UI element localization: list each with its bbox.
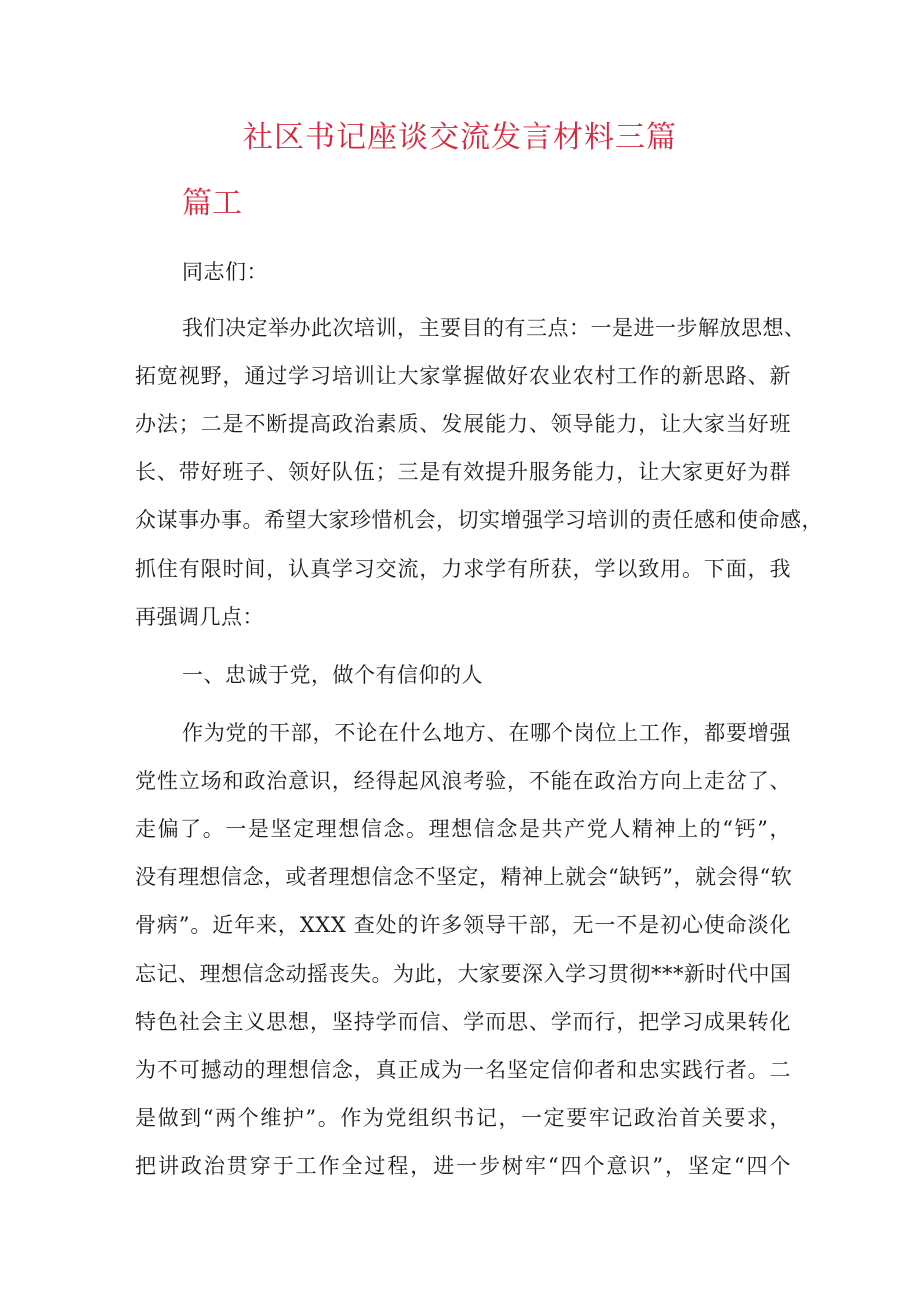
paragraph-line: 党性立场和政治意识，经得起风浪考验，不能在政治方向上走岔了、 <box>135 769 791 793</box>
section-heading: 一、忠诚于党，做个有信仰的人 <box>182 663 483 687</box>
salutation: 同志们： <box>182 260 268 284</box>
paragraph-line: 是做到“两个维护”。作为党组织书记，一定要牢记政治首关要求， <box>135 1106 791 1130</box>
paragraph-line: 抓住有限时间，认真学习交流，力求学有所获，学以致用。下面，我 <box>135 557 791 581</box>
paragraph-line: 把讲政治贯穿于工作全过程，进一步树牢“四个意识”，坚定“四个 <box>135 1154 791 1178</box>
section-title: 篇工 <box>182 186 242 221</box>
paragraph-line: 没有理想信念，或者理想信念不坚定，精神上就会“缺钙”，就会得“软 <box>135 865 793 889</box>
paragraph-line: 长、带好班子、领好队伍；三是有效提升服务能力，让大家更好为群 <box>135 460 791 484</box>
paragraph-line: 走偏了。一是坚定理想信念。理想信念是共产党人精神上的“钙”， <box>135 817 791 841</box>
paragraph-line: 再强调几点： <box>135 605 264 629</box>
document-title: 社区书记座谈交流发言材料三篇 <box>243 120 677 155</box>
paragraph-line: 特色社会主义思想，坚持学而信、学而思、学而行，把学习成果转化 <box>135 1010 791 1034</box>
paragraph-line: 骨病”。近年来，XXX 查处的许多领导干部，无一不是初心使命淡化 <box>135 913 791 937</box>
paragraph-line: 忘记、理想信念动摇丧失。为此，大家要深入学习贯彻***新时代中国 <box>135 962 792 986</box>
paragraph-line: 众谋事办事。希望大家珍惜机会，切实增强学习培训的责任感和使命感， <box>135 508 823 532</box>
paragraph-line: 办法；二是不断提高政治素质、发展能力、领导能力，让大家当好班 <box>135 412 791 436</box>
paragraph-line: 我们决定举办此次培训，主要目的有三点：一是进一步解放思想、 <box>182 316 806 340</box>
paragraph-line: 为不可撼动的理想信念，真正成为一名坚定信仰者和忠实践行者。二 <box>135 1058 791 1082</box>
paragraph-line: 作为党的干部，不论在什么地方、在哪个岗位上工作，都要增强 <box>182 721 791 745</box>
paragraph-line: 拓宽视野，通过学习培训让大家掌握做好农业农村工作的新思路、新 <box>135 364 791 388</box>
